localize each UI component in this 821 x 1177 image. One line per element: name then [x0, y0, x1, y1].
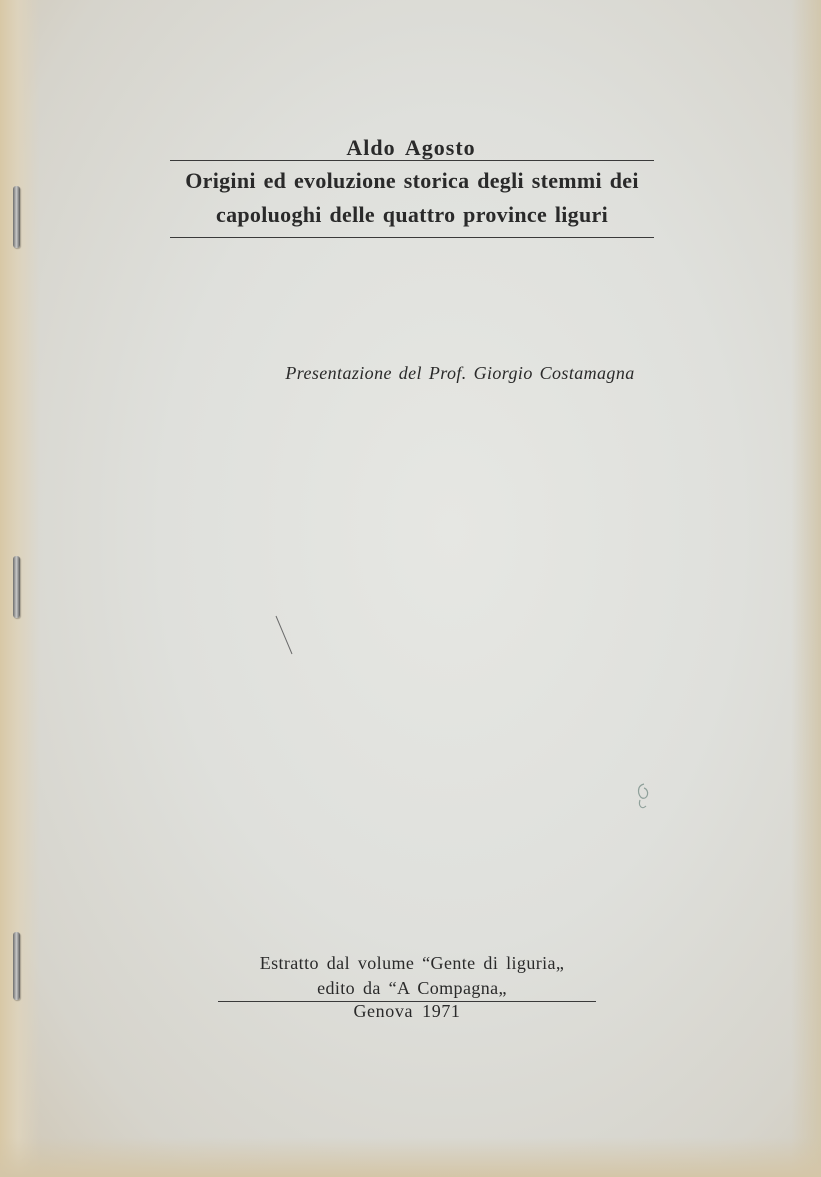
extract-note [196, 951, 628, 1001]
presentation-credit: Presentazione del Prof. Giorgio Costamagna [285, 363, 635, 383]
title-bottom-rule [170, 237, 654, 238]
pencil-mark [270, 610, 300, 660]
title-line: Origini ed evoluzione storica degli stemmi dei [185, 168, 639, 193]
extract-line: Estratto dal volume “Gente di liguria„ [259, 953, 565, 973]
title-top-rule [170, 160, 654, 161]
staple [13, 556, 20, 618]
author-name: Aldo Agosto [346, 135, 476, 160]
extract-line: edito da “A Compagna„ [317, 978, 507, 998]
aged-bottom-edge [0, 1137, 821, 1177]
staple [13, 932, 20, 1000]
place-and-year: Genova 1971 [353, 1001, 461, 1021]
staple [13, 186, 20, 248]
aged-left-edge [0, 0, 40, 1177]
title-line: capoluoghi delle quattro province liguri [216, 202, 608, 227]
ink-smudge [630, 778, 660, 814]
book-title [166, 164, 658, 232]
aged-right-edge [791, 0, 821, 1177]
